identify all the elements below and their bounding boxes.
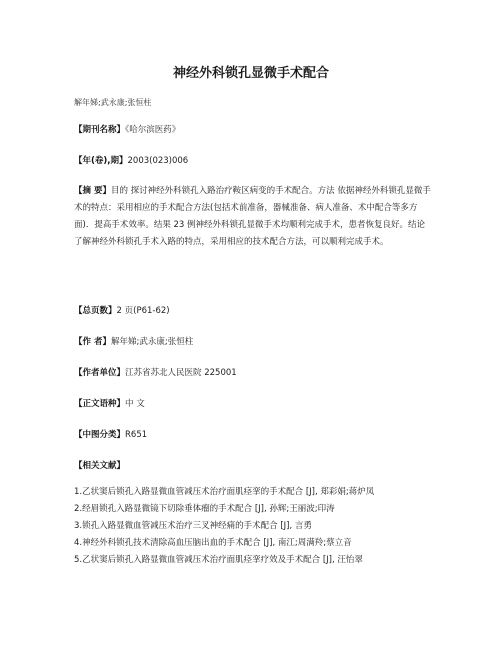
year-label: 【年(卷),期】 bbox=[74, 156, 128, 166]
reference-item[interactable]: 3.锁孔入路显微血管减压术治疗三叉神经痛的手术配合 [J], 言勇 bbox=[74, 521, 312, 531]
year-value: 2003(023)006 bbox=[127, 156, 189, 166]
language-value: 中 文 bbox=[125, 399, 145, 409]
classification-value: R651 bbox=[125, 430, 148, 440]
reference-item[interactable]: 2.经眉锁孔入路显微镜下切除垂体瘤的手术配合 [J], 孙辉;王丽波;印涛 bbox=[74, 504, 335, 514]
journal-value: 《哈尔滨医药》 bbox=[125, 125, 181, 135]
journal-label: 【期刊名称】 bbox=[74, 125, 126, 135]
affiliation-field bbox=[74, 364, 434, 382]
related-label: 【相关文献】 bbox=[74, 461, 126, 471]
pages-value: 2 页(P61-62) bbox=[116, 306, 170, 316]
pages-field bbox=[74, 302, 434, 320]
reference-item[interactable]: 4.神经外科锁孔技术清除高血压脑出血的手术配合 [J], 南江;周满羚;蔡立音 bbox=[74, 538, 352, 548]
author-line: 解年娣;武永康;张恒柱 bbox=[74, 98, 152, 107]
related-field bbox=[74, 457, 434, 475]
author-value: 解年娣;武永康;张恒柱 bbox=[110, 337, 194, 347]
abstract-field bbox=[74, 183, 434, 251]
reference-list bbox=[74, 484, 444, 569]
reference-item[interactable]: 1.乙状窦后锁孔入路显微血管减压术治疗面肌痉挛的手术配合 [J], 郑彩娟;蒋炉凤 bbox=[74, 487, 375, 497]
pages-label: 【总页数】 bbox=[74, 306, 117, 316]
classification-field bbox=[74, 426, 434, 444]
affiliation-value: 江苏省苏北人民医院 225001 bbox=[125, 368, 237, 378]
paper-title: 神经外科锁孔显微手术配合 bbox=[172, 66, 329, 81]
author-field bbox=[74, 333, 434, 351]
reference-item[interactable]: 5.乙状窦后锁孔入路显微血管减压术治疗面肌痉挛疗效及手术配合 [J], 汪怡翠 bbox=[74, 555, 363, 565]
journal-field bbox=[74, 121, 434, 139]
abstract-label: 【摘 要】 bbox=[74, 186, 111, 196]
affiliation-label: 【作者单位】 bbox=[74, 368, 126, 378]
abstract-text: 目的 探讨神经外科锁孔入路治疗鞍区病变的手术配合。方法 依据神经外科锁孔显微手术的特点：采用相应的手术配合方法(包括术前准备，器械准备、病人准备、术中配合等多方面)．提高手术效率。结果 23 例神经外科锁孔显微手术均顺利完成手术，患者恢复良好。结论 了解神经外科锁孔手术入路的特点，采用相应的技术配合方法，可以顺利完成手术。 bbox=[74, 186, 431, 247]
author-label: 【作 者】 bbox=[74, 337, 111, 347]
language-field bbox=[74, 395, 434, 413]
language-label: 【正文语种】 bbox=[74, 399, 126, 409]
classification-label: 【中图分类】 bbox=[74, 430, 126, 440]
year-field bbox=[74, 152, 434, 170]
